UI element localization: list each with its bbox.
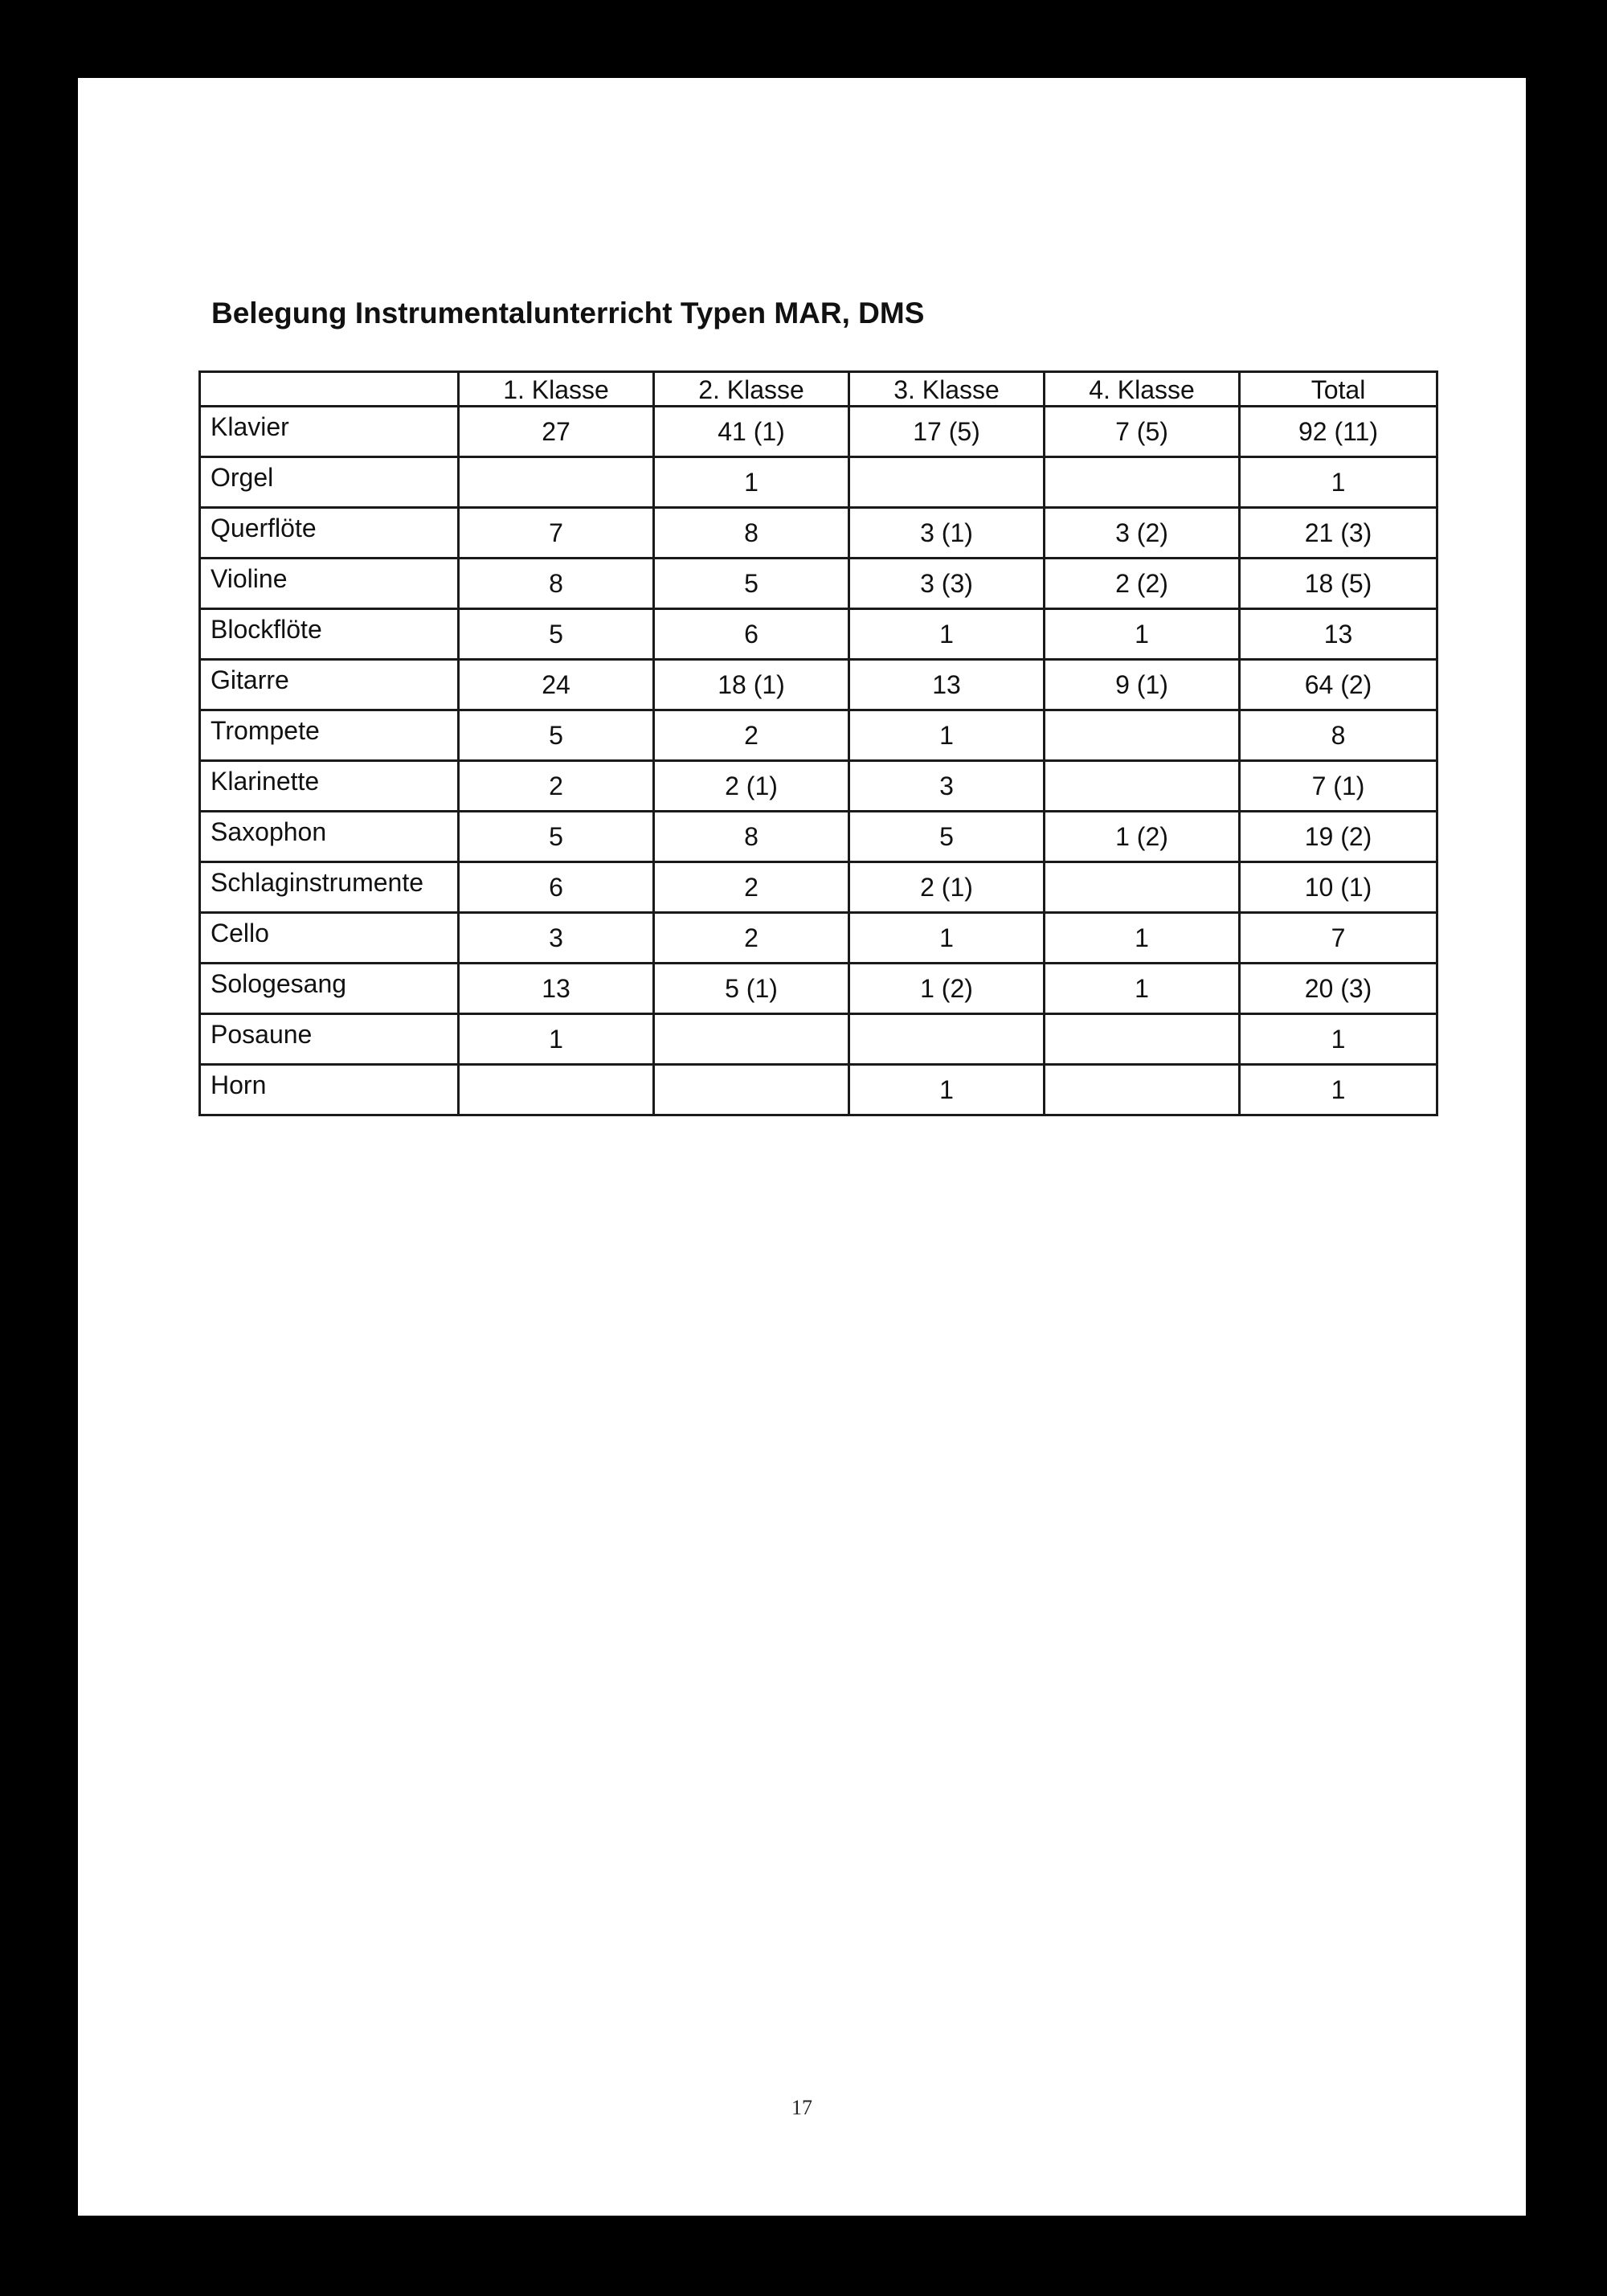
table-cell: 1 (2) (1045, 812, 1240, 862)
header-cell: 2. Klasse (654, 372, 849, 407)
table-cell (459, 457, 654, 508)
total-cell: 1 (1240, 1014, 1437, 1065)
table-cell: 2 (459, 761, 654, 812)
table-cell: 5 (459, 609, 654, 660)
table-cell: 3 (459, 913, 654, 964)
table-cell: 8 (459, 559, 654, 609)
table-cell: 5 (654, 559, 849, 609)
instrument-label: Horn (200, 1065, 459, 1115)
table-cell (1045, 710, 1240, 761)
instrument-label: Sologesang (200, 964, 459, 1014)
table-cell: 41 (1) (654, 407, 849, 457)
table-cell: 2 (654, 862, 849, 913)
instrument-label: Klavier (200, 407, 459, 457)
table-row (200, 559, 1437, 609)
table-cell: 18 (1) (654, 660, 849, 710)
total-cell: 7 (1) (1240, 761, 1437, 812)
table-cell: 3 (849, 761, 1045, 812)
instrument-label: Violine (200, 559, 459, 609)
total-cell: 1 (1240, 1065, 1437, 1115)
table-cell: 2 (654, 710, 849, 761)
table-cell: 2 (1) (654, 761, 849, 812)
instrument-label: Trompete (200, 710, 459, 761)
instrument-label: Blockflöte (200, 609, 459, 660)
table-cell: 5 (459, 710, 654, 761)
instrument-label: Cello (200, 913, 459, 964)
total-cell: 10 (1) (1240, 862, 1437, 913)
table-cell: 1 (1045, 913, 1240, 964)
total-cell: 18 (5) (1240, 559, 1437, 609)
table-cell: 8 (654, 812, 849, 862)
table-row (200, 1014, 1437, 1065)
page-number: 17 (791, 2096, 812, 2119)
total-cell: 13 (1240, 609, 1437, 660)
instrument-label: Schlaginstrumente (200, 862, 459, 913)
instrument-table (198, 370, 1438, 1116)
total-cell: 8 (1240, 710, 1437, 761)
header-cell: 1. Klasse (459, 372, 654, 407)
table-row (200, 609, 1437, 660)
table-cell: 7 (5) (1045, 407, 1240, 457)
table-cell: 1 (1045, 964, 1240, 1014)
total-cell: 92 (11) (1240, 407, 1437, 457)
table-cell: 2 (654, 913, 849, 964)
table-cell: 24 (459, 660, 654, 710)
total-cell: 7 (1240, 913, 1437, 964)
table-cell: 2 (1) (849, 862, 1045, 913)
table-cell: 1 (849, 1065, 1045, 1115)
table-cell: 1 (1045, 609, 1240, 660)
table-cell: 2 (2) (1045, 559, 1240, 609)
table-row (200, 913, 1437, 964)
instrument-label: Klarinette (200, 761, 459, 812)
table-header-row (200, 372, 1437, 407)
table-cell: 1 (849, 710, 1045, 761)
table-cell: 13 (459, 964, 654, 1014)
instrument-label: Orgel (200, 457, 459, 508)
table-cell (849, 1014, 1045, 1065)
table-row (200, 457, 1437, 508)
table-cell: 5 (1) (654, 964, 849, 1014)
table-cell: 5 (849, 812, 1045, 862)
table-cell: 1 (849, 609, 1045, 660)
table-cell: 8 (654, 508, 849, 559)
total-cell: 64 (2) (1240, 660, 1437, 710)
table-cell: 7 (459, 508, 654, 559)
table-cell: 1 (654, 457, 849, 508)
table-cell (654, 1065, 849, 1115)
instrument-label: Posaune (200, 1014, 459, 1065)
table-cell: 3 (3) (849, 559, 1045, 609)
table-row (200, 761, 1437, 812)
table-cell: 9 (1) (1045, 660, 1240, 710)
table-row (200, 812, 1437, 862)
table-cell (1045, 1065, 1240, 1115)
header-cell: 4. Klasse (1045, 372, 1240, 407)
table-cell (1045, 761, 1240, 812)
instrument-label: Querflöte (200, 508, 459, 559)
table-cell: 6 (654, 609, 849, 660)
table-cell: 1 (459, 1014, 654, 1065)
document-page (78, 78, 1526, 2216)
table-row (200, 1065, 1437, 1115)
table-cell: 5 (459, 812, 654, 862)
table-row (200, 964, 1437, 1014)
header-cell-empty (200, 372, 459, 407)
table-cell (459, 1065, 654, 1115)
table-cell: 1 (849, 913, 1045, 964)
table-cell: 17 (5) (849, 407, 1045, 457)
table-cell: 13 (849, 660, 1045, 710)
table-cell: 3 (2) (1045, 508, 1240, 559)
table-cell: 6 (459, 862, 654, 913)
header-cell: Total (1240, 372, 1437, 407)
page-title: Belegung Instrumentalunterricht Typen MAR, DMS (211, 297, 925, 329)
table-cell (1045, 457, 1240, 508)
table-cell: 1 (2) (849, 964, 1045, 1014)
table-row (200, 660, 1437, 710)
table-cell (1045, 1014, 1240, 1065)
table-cell (1045, 862, 1240, 913)
total-cell: 1 (1240, 457, 1437, 508)
total-cell: 19 (2) (1240, 812, 1437, 862)
instrument-label: Saxophon (200, 812, 459, 862)
table-row (200, 862, 1437, 913)
table-cell (849, 457, 1045, 508)
header-cell: 3. Klasse (849, 372, 1045, 407)
instrument-label: Gitarre (200, 660, 459, 710)
total-cell: 21 (3) (1240, 508, 1437, 559)
table-cell: 3 (1) (849, 508, 1045, 559)
table-row (200, 508, 1437, 559)
table-cell: 27 (459, 407, 654, 457)
table-cell (654, 1014, 849, 1065)
total-cell: 20 (3) (1240, 964, 1437, 1014)
table-row (200, 710, 1437, 761)
table-row (200, 407, 1437, 457)
